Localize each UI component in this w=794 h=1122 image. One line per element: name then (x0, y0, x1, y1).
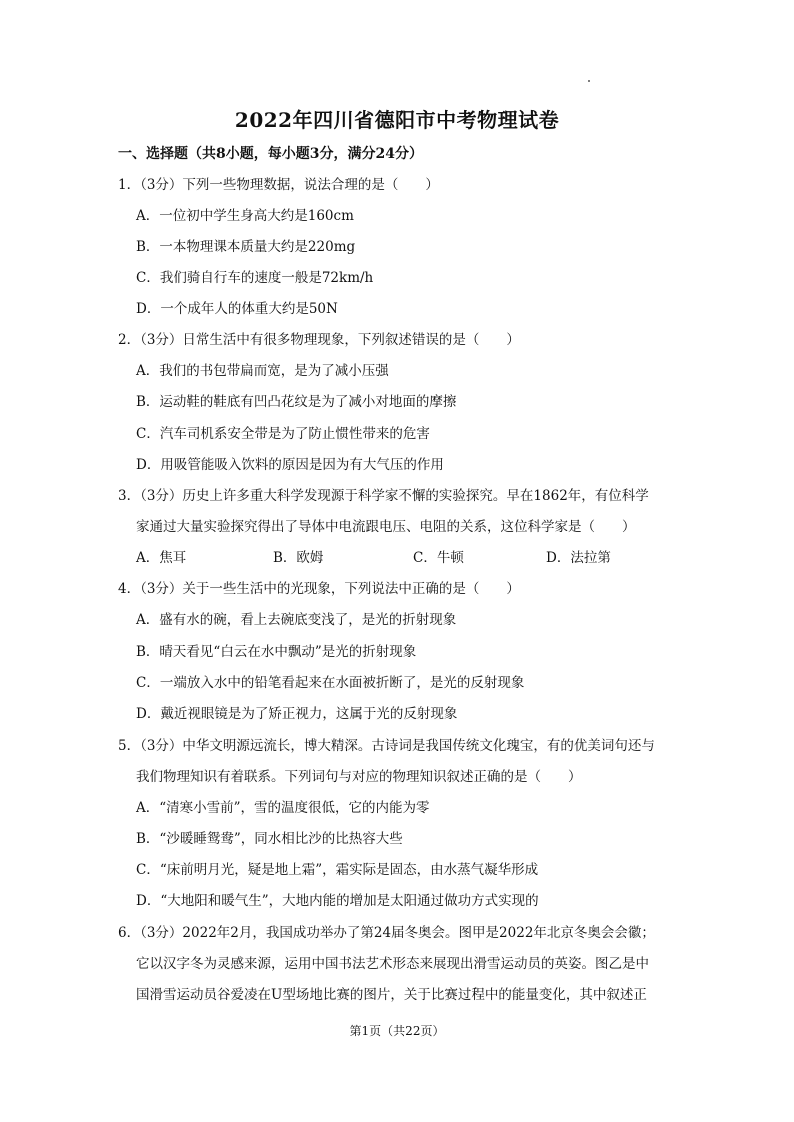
question-3-stem-line-2: 家通过大量实验探究得出了导体中电流跟电压、电阻的关系，这位科学家是（ ） (136, 519, 636, 535)
question-4-option-a: A．盛有水的碗，看上去碗底变浅了，是光的折射现象 (136, 612, 457, 628)
question-5-option-c: C．“床前明月光，疑是地上霜”，霜实际是固态，由水蒸气凝华形成 (136, 862, 539, 878)
question-1-option-a: A．一位初中学生身高大约是160cm (136, 208, 354, 224)
question-2-option-d: D．用吸管能吸入饮料的原因是因为有大气压的作用 (136, 457, 444, 473)
question-4-option-b: B．晴天看见“白云在水中飘动”是光的折射现象 (136, 644, 417, 660)
question-4-stem: 4．（3分）关于一些生活中的光现象，下列说法中正确的是（ ） (118, 581, 520, 597)
section-heading: 一、选择题（共8小题，每小题3分，满分24分） (118, 146, 423, 162)
page-footer: 第1页（共22页） (349, 1024, 445, 1038)
question-2-option-c: C．汽车司机系安全带是为了防止惯性带来的危害 (136, 426, 430, 442)
question-3-options-row (136, 549, 656, 567)
question-4-option-d: D．戴近视眼镜是为了矫正视力，这属于光的反射现象 (136, 706, 458, 722)
question-6-stem-line-1: 6．（3分）2022年2月，我国成功举办了第24届冬奥会。图甲是2022年北京冬奥会会徽； (118, 925, 655, 941)
question-5-option-a: A．“清寒小雪前”，雪的温度很低，它的内能为零 (136, 800, 430, 816)
question-2-option-a: A．我们的书包带扁而宽，是为了减小压强 (136, 363, 389, 379)
question-6-stem-line-2: 它以汉字冬为灵感来源，运用中国书法艺术形态来展现出滑雪运动员的英姿。图乙是中 (136, 956, 649, 972)
question-3-option-a: A．焦耳 (136, 550, 187, 566)
question-3-option-c: C．牛顿 (413, 550, 464, 566)
question-2-stem: 2．（3分）日常生活中有很多物理现象，下列叙述错误的是（ ） (118, 332, 520, 348)
question-6-stem-line-3: 国滑雪运动员谷爱凌在U型场地比赛的图片，关于比赛过程中的能量变化，其中叙述正 (136, 987, 647, 1003)
page-title: 2022年四川省德阳市中考物理试卷 (234, 108, 560, 132)
question-5-option-b: B．“沙暖睡鸳鸯”，同水相比沙的比热容大些 (136, 831, 403, 847)
question-3-option-b: B．欧姆 (273, 550, 324, 566)
question-1-option-c: C．我们骑自行车的速度一般是72km/h (136, 270, 374, 286)
question-3-option-d: D．法拉第 (546, 550, 611, 566)
question-3-stem-line-1: 3．（3分）历史上许多重大科学发现源于科学家不懈的实验探究。早在1862年，有位科学 (118, 488, 649, 504)
question-1-option-b: B．一本物理课本质量大约是220mg (136, 239, 356, 255)
question-4-option-c: C．一端放入水中的铅笔看起来在水面被折断了，是光的反射现象 (136, 675, 525, 691)
question-5-stem-line-1: 5．（3分）中华文明源远流长，博大精深。古诗词是我国传统文化瑰宝，有的优美词句还与 (118, 738, 655, 754)
question-5-stem-line-2: 我们物理知识有着联系。下列词句与对应的物理知识叙述正确的是（ ） (136, 769, 582, 785)
speck (588, 80, 590, 82)
question-1-stem: 1．（3分）下列一些物理数据，说法合理的是（ ） (118, 177, 439, 193)
question-5-option-d: D．“大地阳和暖气生”，大地内能的增加是太阳通过做功方式实现的 (136, 893, 539, 909)
question-1-option-d: D．一个成年人的体重大约是50N (136, 301, 338, 317)
question-2-option-b: B．运动鞋的鞋底有凹凸花纹是为了减小对地面的摩擦 (136, 394, 457, 410)
